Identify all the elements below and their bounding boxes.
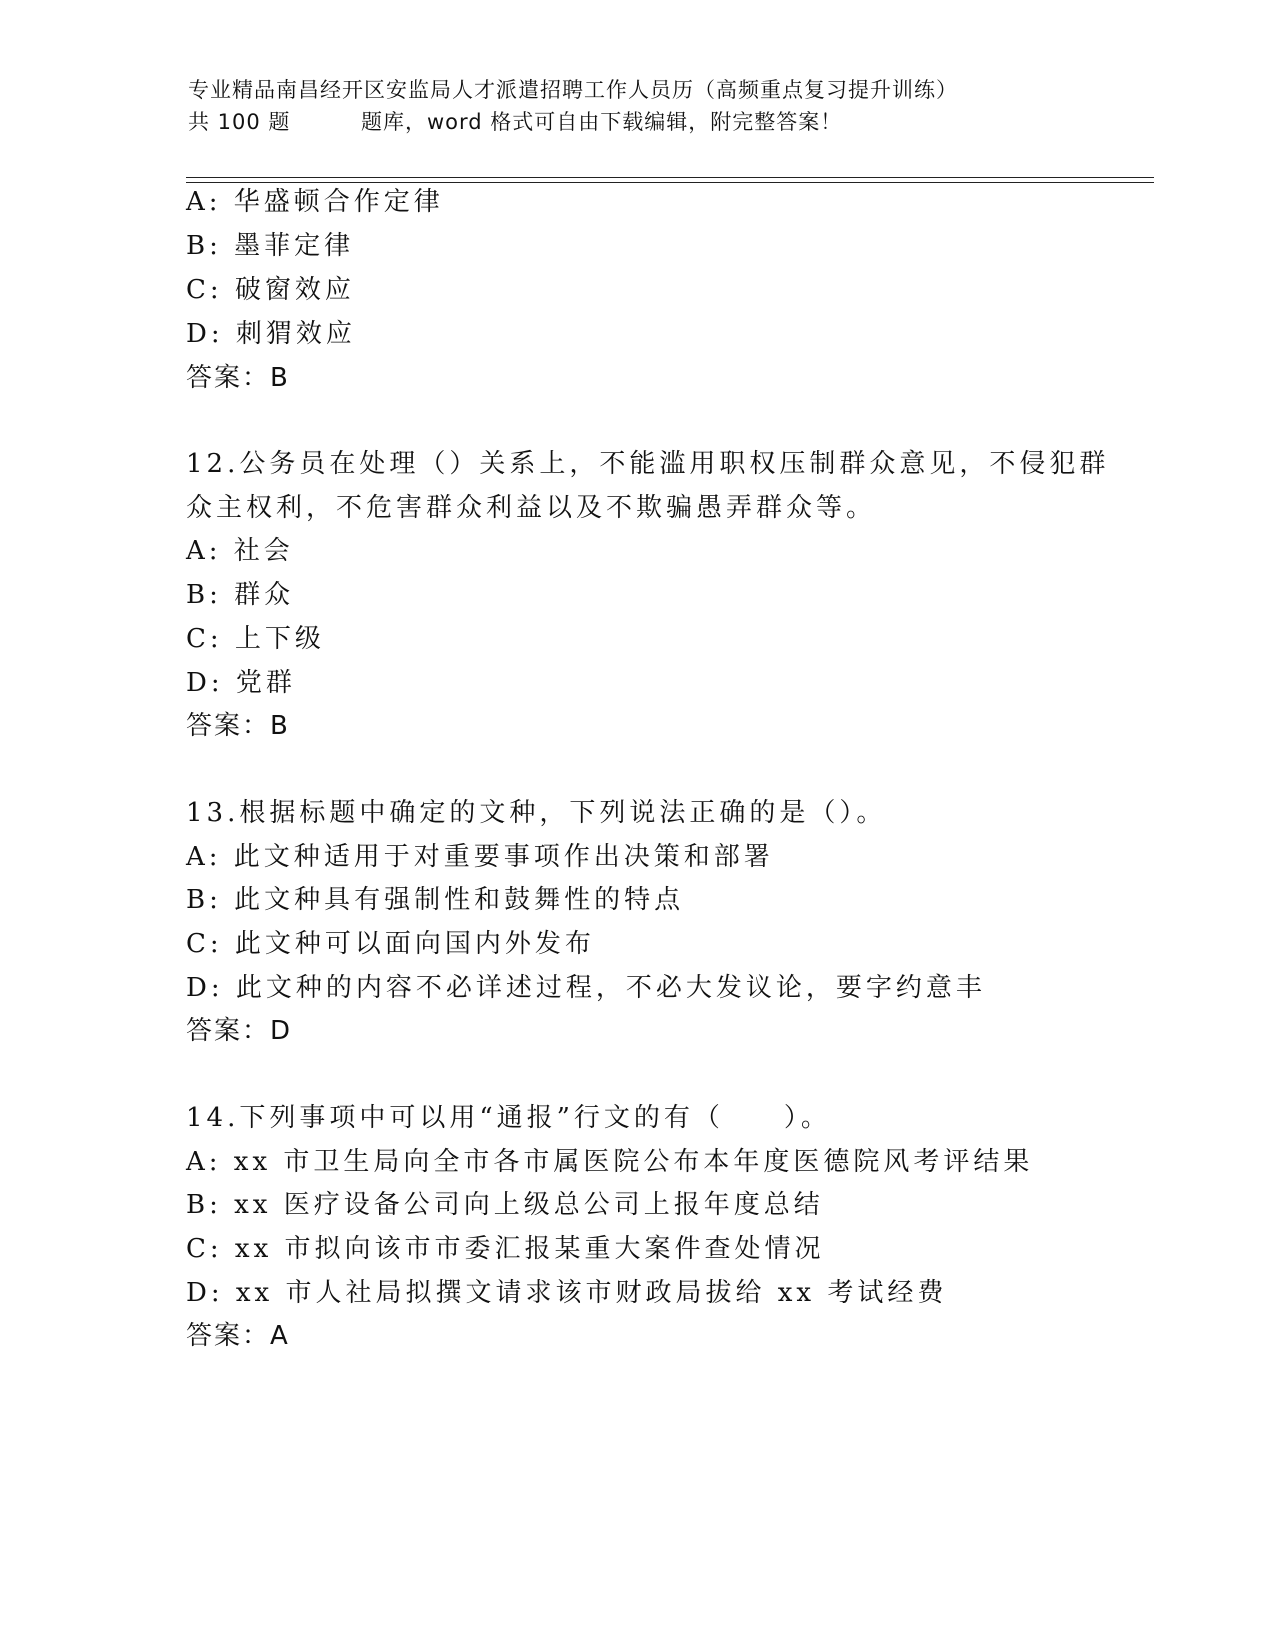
q12-option-d: D: 党群 bbox=[186, 668, 296, 698]
q12-option-a: A: 社会 bbox=[186, 536, 294, 566]
header-description: 题库，word 格式可自由下载编辑，附完整答案！ bbox=[361, 110, 843, 134]
q14-option-a: A: xx 市卫生局向全市各市属医院公布本年度医德院风考评结果 bbox=[186, 1147, 1034, 1177]
question-count: 共 100 题 bbox=[188, 110, 291, 134]
header-title-line2 bbox=[188, 106, 1088, 138]
q14-option-b: B: xx 医疗设备公司向上级总公司上报年度总结 bbox=[186, 1190, 824, 1220]
q11-option-c: C: 破窗效应 bbox=[186, 275, 355, 305]
q14-stem-line1: 14.下列事项中可以用“通报”行文的有（ ）。 bbox=[186, 1103, 831, 1133]
header-divider-bottom bbox=[186, 182, 1154, 183]
q11-answer: 答案：B bbox=[186, 363, 290, 393]
document-header bbox=[188, 74, 1088, 138]
q13-option-b: B: 此文种具有强制性和鼓舞性的特点 bbox=[186, 885, 685, 915]
q13-answer: 答案：D bbox=[186, 1016, 293, 1046]
q13-option-a: A: 此文种适用于对重要事项作出决策和部署 bbox=[186, 842, 774, 872]
q12-answer: 答案：B bbox=[186, 711, 290, 741]
q12-option-b: B: 群众 bbox=[186, 580, 295, 610]
q13-option-c: C: 此文种可以面向国内外发布 bbox=[186, 929, 595, 959]
q14-answer: 答案：A bbox=[186, 1321, 290, 1351]
q12-stem-line2: 众主权利，不危害群众利益以及不欺骗愚弄群众等。 bbox=[186, 493, 877, 523]
q11-option-b: B: 墨菲定律 bbox=[186, 231, 355, 261]
q13-option-d: D: 此文种的内容不必详述过程，不必大发议论，要字约意丰 bbox=[186, 973, 986, 1003]
q14-option-d: D: xx 市人社局拟撰文请求该市财政局拔给 xx 考试经费 bbox=[186, 1278, 948, 1308]
q13-stem-line1: 13.根据标题中确定的文种，下列说法正确的是（）。 bbox=[186, 798, 887, 828]
q11-option-a: A: 华盛顿合作定律 bbox=[186, 187, 444, 217]
header-title-line1: 专业精品南昌经开区安监局人才派遣招聘工作人员历（高频重点复习提升训练） bbox=[188, 78, 958, 102]
header-divider-top bbox=[186, 177, 1154, 178]
q14-option-c: C: xx 市拟向该市市委汇报某重大案件查处情况 bbox=[186, 1234, 825, 1264]
q12-option-c: C: 上下级 bbox=[186, 624, 325, 654]
q12-stem-line1: 12.公务员在处理（）关系上，不能滥用职权压制群众意见，不侵犯群 bbox=[186, 449, 1110, 479]
q11-option-d: D: 刺猬效应 bbox=[186, 319, 356, 349]
